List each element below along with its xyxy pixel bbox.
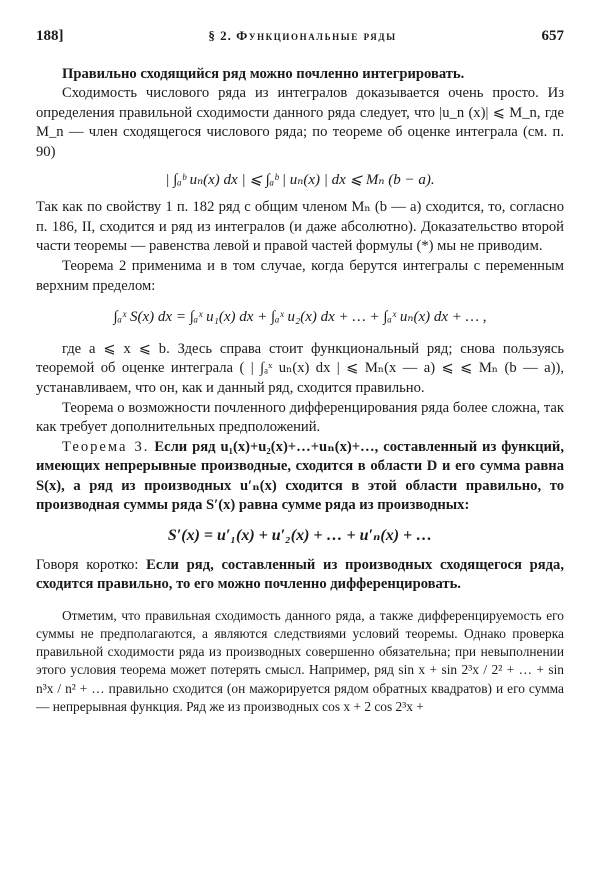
- paragraph-heading: Правильно сходящийся ряд можно почленно интегрировать.: [62, 65, 465, 82]
- section-title: [208, 26, 396, 46]
- paragraph-1: Сходимость числового ряда из интегралов доказывается очень просто. Из определения правильной сходимости данного ряда следует, что |u_n (x)| ⩽ M_n, где M_n — член сходящегося числового ряда; по теореме об оценке интеграла (см. п. 90): [36, 85, 564, 160]
- page-right-number: 657: [541, 28, 564, 44]
- page-left-number: 188]: [36, 28, 64, 44]
- paragraph-6-statement: Если ряд, составленный из производных сходящегося ряда, сходится правильно, то его можно почленно дифференцировать.: [36, 556, 564, 593]
- running-header: [36, 26, 564, 47]
- paragraph-5: Теорема о возможности почленного дифференцирования ряда более сложна, так как требует дополнительных предположений.: [36, 399, 564, 436]
- theorem-label: Теорема 3.: [62, 438, 150, 455]
- formula-derivative-series: S′(x) = u′₁(x) + u′₂(x) + … + u′ₙ(x) + …: [167, 527, 433, 545]
- paragraph-4: где a ⩽ x ⩽ b. Здесь справа стоит функциональный ряд; снова пользуясь теоремой об оценке интеграла ( | ∫ₐˣ uₙ(x) dx | ⩽ Mₙ(x — a) ⩽ ⩽ Mₙ (b — a)), устанавливаем, что он, как и данный ряд, сходится правильно.: [36, 340, 564, 396]
- paragraph-3: Теорема 2 применима и в том случае, когда берутся интегралы с переменным верхним пределом:: [36, 257, 564, 294]
- paragraph-7-small-print: Отметим, что правильная сходимость данного ряда, а также дифференцируемость его суммы не предполагаются, а являются следствиями условий теоремы. Однако проверка правильной сходимости ряда из производных совершенно обязательна; при невыполнении этого условия теорема может потерять смысл. Например, ряд sin x + sin 2³x / 2² + … + sin n³x / n² + … правильно сходится (он мажорируется рядом обратных квадратов) и его сумма — непрерывная функция. Ряд же из производных cos x + 2 cos 2³x +: [36, 607, 564, 714]
- formula-integral-estimate: | ∫ₐᵇ uₙ(x) dx | ⩽ ∫ₐᵇ | uₙ(x) | dx ⩽ Mₙ (b − a).: [165, 171, 435, 188]
- formula-series-integral: ∫ₐˣ S(x) dx = ∫ₐˣ u₁(x) dx + ∫ₐˣ u₂(x) dx + … + ∫ₐˣ uₙ(x) dx + … ,: [113, 309, 487, 326]
- theorem-statement: Если ряд u₁(x)+u₂(x)+…+uₙ(x)+…, составленный из функций, имеющих непрерывные производные, сходится в области D и его сумма равна S(x), а ряд из производных u′ₙ(x) сходится в этой области правильно, то производная суммы ряда S′(x) равна сумме ряда из производных:: [36, 438, 564, 514]
- section-number: § 2.: [208, 28, 232, 43]
- paragraph-6: [36, 556, 564, 595]
- section-name: Функциональные ряды: [236, 28, 397, 43]
- paragraph-6-lead: Говоря коротко:: [36, 556, 139, 573]
- book-page: [36, 26, 564, 716]
- theorem-3: [36, 438, 564, 516]
- paragraph-2: Так как по свойству 1 п. 182 ряд с общим членом Mₙ (b — a) сходится, то, согласно п. 186, II, сходится и ряд из интегралов (и даже абсолютно). Доказательство второй части теоремы — равенства левой и правой частей формулы (*) мы не приводим.: [36, 199, 564, 255]
